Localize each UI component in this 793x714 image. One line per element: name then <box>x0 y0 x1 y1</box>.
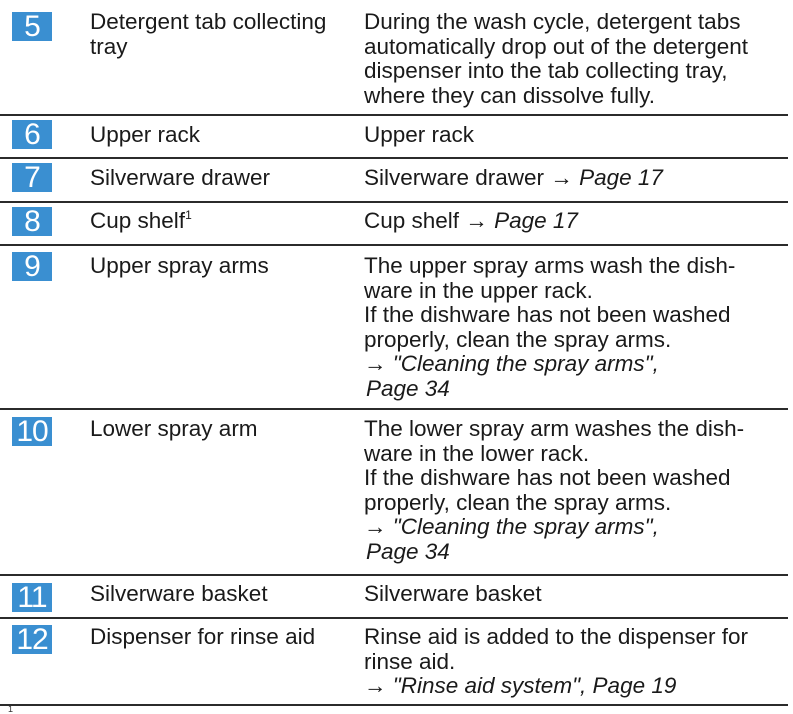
description-line <box>364 279 788 304</box>
item-number-badge: 8 <box>12 207 52 236</box>
item-name-text: Dispenser for rinse aid <box>90 624 316 649</box>
description-text: Silverware drawer <box>364 165 545 190</box>
item-description <box>364 417 788 564</box>
description-line <box>364 84 788 109</box>
description-line <box>364 352 788 377</box>
item-name-line: tray <box>90 33 128 59</box>
description-text: dispenser into the tab collecting tray, <box>364 58 728 83</box>
description-text: Silverware basket <box>364 581 542 606</box>
description-line <box>364 650 788 675</box>
description-line <box>364 209 788 234</box>
item-name-text: Upper spray arms <box>90 253 269 278</box>
page-reference: "Cleaning the spray arms", <box>392 514 659 539</box>
item-name <box>90 166 352 191</box>
description-text: The upper spray arms wash the dish- <box>364 253 736 278</box>
item-name <box>90 123 352 148</box>
item-name-text: Lower spray arm <box>90 416 258 441</box>
description-line <box>364 417 788 442</box>
description-text: Upper rack <box>364 122 475 147</box>
description-line <box>364 515 788 540</box>
description-text: Cup shelf <box>364 208 460 233</box>
description-text: where they can dissolve fully. <box>364 82 655 108</box>
table-row <box>0 246 788 410</box>
item-number-badge: 9 <box>12 252 52 281</box>
item-name-text: Silverware drawer <box>90 165 271 190</box>
page-reference: "Cleaning the spray arms", <box>392 351 659 376</box>
description-line <box>364 254 788 279</box>
item-description <box>364 10 788 108</box>
page-reference: Page 17 <box>579 165 663 190</box>
table-row <box>0 410 788 576</box>
item-name <box>90 417 352 442</box>
table-row <box>0 159 788 203</box>
description-line <box>364 540 788 565</box>
item-number-badge: 10 <box>12 417 52 446</box>
description-line <box>364 625 788 650</box>
item-name <box>90 625 352 650</box>
table-row <box>0 203 788 246</box>
item-description <box>364 254 788 401</box>
description-text: During the wash cycle, detergent tabs <box>364 9 741 34</box>
page-reference: "Rinse aid system", Page 19 <box>392 673 677 698</box>
description-text: If the dishware has not been washed <box>364 465 731 490</box>
item-name <box>90 209 352 234</box>
description-line <box>364 491 788 516</box>
description-line <box>364 59 788 84</box>
item-number-badge: 11 <box>12 583 52 612</box>
item-description <box>364 625 788 699</box>
table-row <box>0 576 788 619</box>
item-number-badge: 5 <box>12 12 52 41</box>
description-text: automatically drop out of the detergent <box>364 33 748 59</box>
description-text: properly, clean the spray arms. <box>364 489 672 515</box>
item-name-line: Detergent tab collecting <box>90 9 327 34</box>
item-number-badge: 12 <box>12 625 52 654</box>
page-reference: Page 17 <box>494 208 578 233</box>
table-row <box>0 116 788 159</box>
table-row <box>0 0 788 116</box>
arrow-icon: → <box>364 351 387 376</box>
item-name-text: Cup shelf <box>90 208 186 233</box>
page-reference: Page 34 <box>366 538 450 564</box>
item-description <box>364 209 788 234</box>
item-description <box>364 123 788 148</box>
page-reference: Page 34 <box>366 375 450 401</box>
item-description <box>364 582 788 607</box>
description-line <box>364 328 788 353</box>
item-description <box>364 166 788 191</box>
description-line <box>364 442 788 467</box>
description-text: rinse aid. <box>364 648 456 674</box>
item-number-badge: 7 <box>12 163 52 192</box>
description-text: ware in the lower rack. <box>364 440 590 466</box>
item-name <box>90 254 352 279</box>
description-line <box>364 123 788 148</box>
item-name-text: Silverware basket <box>90 581 268 606</box>
description-line <box>364 35 788 60</box>
description-text: ware in the upper rack. <box>364 277 593 303</box>
table-row <box>0 619 788 706</box>
footnote-reference: 1 <box>185 208 192 222</box>
arrow-icon: → <box>550 165 573 190</box>
description-text: The lower spray arm washes the dish- <box>364 416 745 441</box>
item-name <box>90 10 352 59</box>
description-line <box>364 466 788 491</box>
description-line <box>364 10 788 35</box>
footnote-mark: 1 <box>8 704 14 714</box>
arrow-icon: → <box>364 673 387 698</box>
item-name-text: Upper rack <box>90 122 201 147</box>
description-text: If the dishware has not been washed <box>364 302 731 327</box>
item-number-badge: 6 <box>12 120 52 149</box>
item-name <box>90 582 352 607</box>
description-text: Rinse aid is added to the dispenser for <box>364 624 748 649</box>
arrow-icon: → <box>364 514 387 539</box>
arrow-icon: → <box>465 208 488 233</box>
description-line <box>364 303 788 328</box>
description-line <box>364 166 788 191</box>
description-line <box>364 377 788 402</box>
description-text: properly, clean the spray arms. <box>364 326 672 352</box>
description-line <box>364 674 788 699</box>
description-line <box>364 582 788 607</box>
